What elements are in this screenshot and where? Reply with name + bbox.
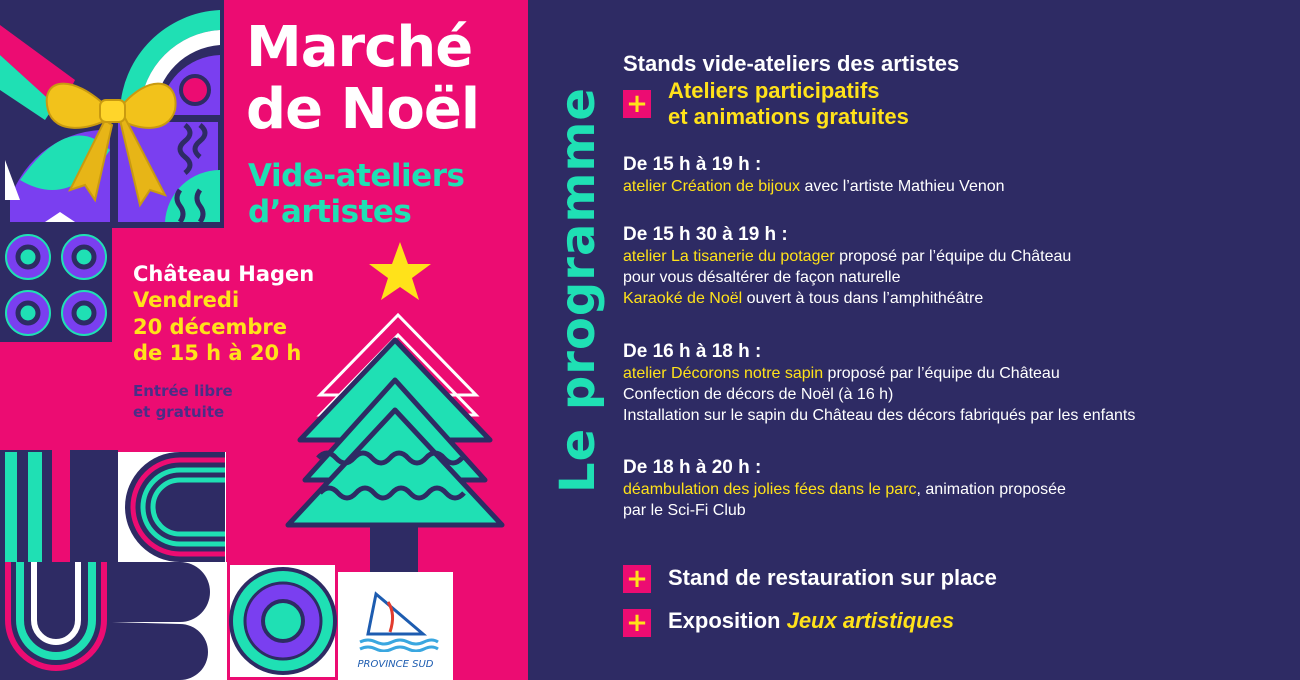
province-sud-sail-icon <box>338 572 453 652</box>
poster-panel <box>0 0 528 680</box>
slot-details: Confection de décors de Noël (à 16 h) <box>623 386 894 403</box>
programme-slot <box>623 341 1135 426</box>
venue: Château Hagen <box>133 262 315 286</box>
slot-activity: atelier Décorons notre sapin <box>623 365 824 382</box>
entry-info-line2: et gratuite <box>133 403 225 421</box>
plus-icon: + <box>623 609 651 637</box>
exposition-label: Exposition <box>668 608 781 633</box>
slot-line <box>623 384 1135 405</box>
slot-line <box>623 288 1071 309</box>
slot-time: De 15 h à 19 h : <box>623 154 762 175</box>
programme-slot <box>623 224 1071 309</box>
slot-activity: atelier Création de bijoux <box>623 178 800 195</box>
slot-time: De 18 h à 20 h : <box>623 457 762 478</box>
plus-icon: + <box>623 565 651 593</box>
entry-info-line1: Entrée libre <box>133 382 233 400</box>
slot-line <box>623 246 1071 267</box>
event-date: 20 décembre <box>133 315 288 339</box>
slot-time: De 16 h à 18 h : <box>623 341 762 362</box>
event-subtitle-line2: d’artistes <box>248 194 412 230</box>
programme-vertical-title: Le programme <box>550 87 606 493</box>
province-sud-logo <box>338 572 453 680</box>
event-title-line1: Marché <box>246 15 473 80</box>
programme-slot <box>623 154 1005 197</box>
exposition-title: Jeux artistiques <box>786 608 955 633</box>
slot-time: De 15 h 30 à 19 h : <box>623 224 788 245</box>
event-subtitle-line1: Vide-ateliers <box>248 158 465 194</box>
slot-activity: atelier La tisanerie du potager <box>623 248 835 265</box>
slot-line <box>623 267 1071 288</box>
slot-details: Installation sur le sapin du Château des décors fabriqués par les enfants <box>623 407 1136 424</box>
slot-details: pour vous désaltérer de façon naturelle <box>623 269 901 286</box>
event-hours: de 15 h à 20 h <box>133 341 302 365</box>
logo-text: PROVINCE SUD <box>357 659 434 670</box>
slot-line <box>623 176 1005 197</box>
slot-activity: déambulation des jolies fées dans le parc <box>623 481 917 498</box>
slot-line <box>623 500 1066 521</box>
slot-details: ouvert à tous dans l’amphithéâtre <box>742 290 984 307</box>
event-title-line2: de Noël <box>246 77 480 142</box>
slot-details: avec l’artiste Mathieu Venon <box>800 178 1005 195</box>
plus-icon: + <box>623 90 651 118</box>
slot-line <box>623 405 1135 426</box>
extra-restauration: Stand de restauration sur place <box>668 565 997 590</box>
slot-details: proposé par l’équipe du Château <box>834 248 1072 265</box>
slot-details: proposé par l’équipe du Château <box>823 365 1060 382</box>
slot-details: , animation proposée <box>916 481 1066 498</box>
slot-line <box>623 363 1135 384</box>
programme-highlight-line2: et animations gratuites <box>668 104 909 129</box>
event-day: Vendredi <box>133 288 240 312</box>
programme-headline: Stands vide-ateliers des artistes <box>623 51 960 76</box>
programme-highlight-line1: Ateliers participatifs <box>668 78 880 103</box>
extra-exposition <box>668 607 954 635</box>
programme-slot <box>623 457 1066 521</box>
slot-activity: Karaoké de Noël <box>623 290 743 307</box>
christmas-tree-icon <box>288 315 502 572</box>
slot-line <box>623 479 1066 500</box>
slot-details: par le Sci-Fi Club <box>623 502 746 519</box>
star-icon <box>369 242 431 300</box>
